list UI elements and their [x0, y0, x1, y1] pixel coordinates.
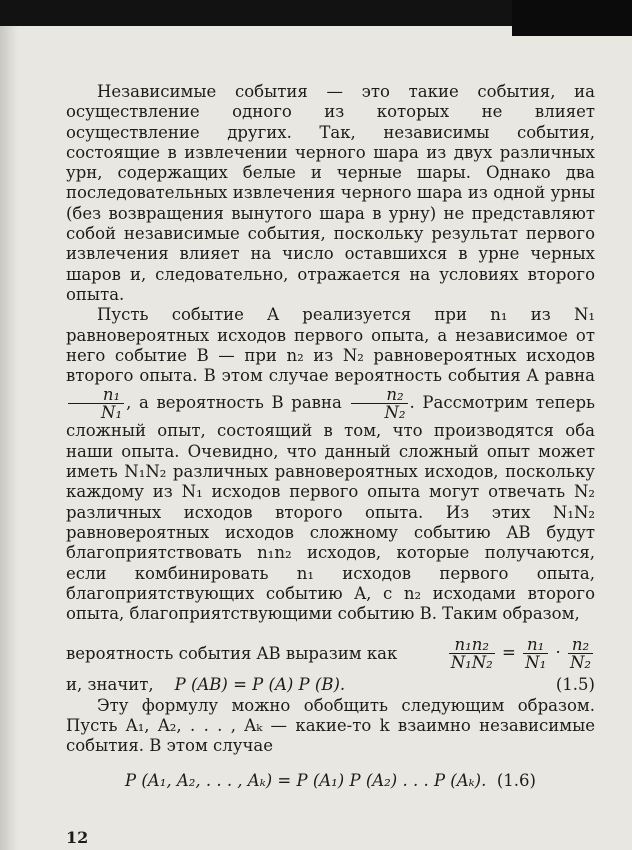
fraction-n2-N2 — [351, 386, 407, 421]
fraction-n1-N1 — [523, 636, 548, 671]
fraction-denominator: N₁ — [525, 653, 547, 673]
page-body — [66, 82, 595, 791]
fraction-numerator: n₂ — [568, 636, 593, 654]
paragraph-generalization: Эту формулу можно обобщить следующим образом. Пусть A₁, A₂, . . . , Aₖ — какие-то k взаимно независимые события. В этом случае — [66, 695, 595, 756]
page-number: 12 — [66, 828, 89, 847]
fraction-denominator: N₂ — [569, 653, 591, 673]
fraction-denominator: N₂ — [384, 403, 406, 423]
fraction-n1-N1 — [68, 386, 124, 421]
fraction-numerator: n₁ — [523, 636, 548, 654]
formula-lead-text: вероятность события AB выразим как — [66, 643, 398, 663]
formula-lead-text: и, значит, — [66, 675, 154, 695]
formula-expression — [447, 636, 595, 671]
formula-1-5 — [66, 675, 595, 695]
fraction-numerator: n₂ — [351, 386, 407, 404]
fraction-denominator: N₁N₂ — [450, 653, 493, 673]
equation-number: (1.6) — [496, 770, 536, 790]
equation-number: (1.5) — [555, 675, 595, 695]
fraction-n1n2-N1N2 — [449, 636, 495, 671]
scan-top-corner — [512, 0, 632, 36]
fraction-numerator: n₁n₂ — [449, 636, 495, 654]
formula-ab-probability — [66, 636, 595, 671]
multiplication-dot: · — [555, 643, 561, 663]
text-fragment: , а вероятность B равна — [126, 393, 342, 413]
paragraph-probability-derivation — [66, 305, 595, 624]
fraction-n2-N2 — [568, 636, 593, 671]
paragraph-independent-events: Независимые события — это такие события, иа осуществление одного из которых не влияет осуществление других. Так, независимы события, состоящие в извлечении черного шара из двух различных урн, содержащих белые и черные шары. Однако два последовательных извлечения черного шара из одной урны (без возвращения вынутого шара в урну) не представляют собой независимые события, поскольку результат первого извлечения влияет на число оставшихся в урне черных шаров и, следовательно, отражается на условиях второго опыта. — [66, 82, 595, 304]
equation-text: P (A₁, A₂, . . . , Aₖ) = P (A₁) P (A₂) . . . P (Aₖ). — [125, 770, 487, 790]
formula-1-6 — [66, 771, 595, 791]
text-fragment: Пусть событие A реализуется при n₁ из N₁ равновероятных исходов первого опыта, а независимое от него событие B — при n₂ из N₂ равновероятных исходов второго опыта. В этом случае вероятность события A равна — [66, 305, 595, 386]
equation-text: P (AB) = P (A) P (B). — [174, 675, 346, 695]
scan-left-shadow — [0, 26, 18, 850]
equals-sign: = — [502, 643, 516, 663]
text-fragment: . Рассмотрим теперь сложный опыт, состоящий в том, что производятся оба наши опыта. Очевидно, что данный сложный опыт может иметь N₁N₂ различных равновероятных исходов, поскольку каждому из N₁ исходов первого опыта могут отвечать N₂ различных исходов второго опыта. Из этих N₁N₂ равновероятных исходов сложному событию AB будут благоприятствовать n₁n₂ исходов, которые получаются, если комбинировать n₁ исходов первого опыта, благоприятствующих событию A, с n₂ исходами второго опыта, благоприятствующими событию B. Таким образом, — [66, 393, 595, 624]
fraction-numerator: n₁ — [68, 386, 124, 404]
fraction-denominator: N₁ — [101, 403, 123, 423]
formula-expression — [66, 675, 345, 695]
